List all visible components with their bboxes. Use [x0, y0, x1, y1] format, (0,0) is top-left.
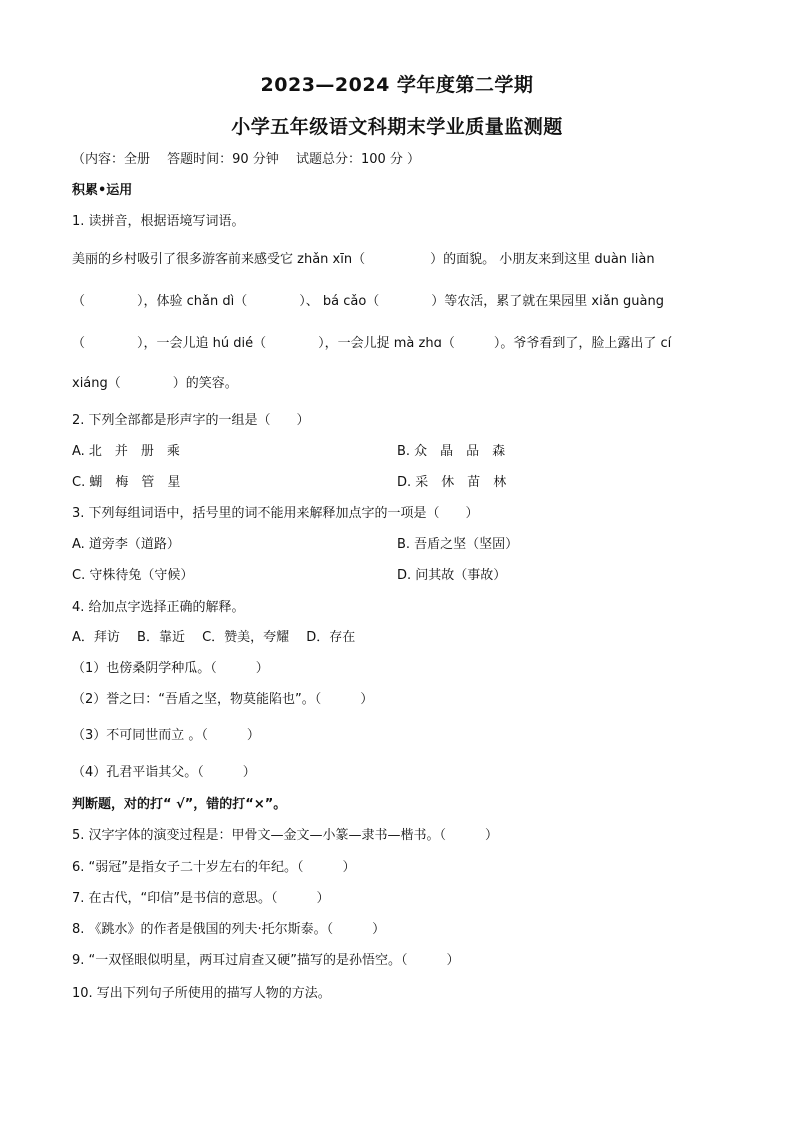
- q4-sub-1: （1）也傍桑阴学种瓜。（ ）: [72, 661, 269, 676]
- judge-q9: 9. “一双怪眼似明星，两耳过肩查又硬”描写的是孙悟空。（ ）: [72, 953, 460, 968]
- q3-option-b: B. 吾盾之坚（坚固）: [397, 537, 519, 552]
- q1-line-4: xiáng（ ）的笑容。: [72, 376, 238, 391]
- q1-stem: 1. 读拼音，根据语境写词语。: [72, 214, 245, 229]
- q2-stem: 2. 下列全部都是形声字的一组是（ ）: [72, 413, 310, 428]
- judge-q8: 8. 《跳水》的作者是俄国的列夫·托尔斯泰。（ ）: [72, 922, 386, 937]
- exam-title-subject: 小学五年级语文科期末学业质量监测题: [231, 116, 563, 138]
- q1-line-1: 美丽的乡村吸引了很多游客前来感受它 zhǎn xīn（ ）的面貌。 小朋友来到这里 duàn liàn: [72, 252, 655, 267]
- exam-title-term: 2023—2024 学年度第二学期: [260, 74, 534, 96]
- q4-sub-3: （3）不可同世而立 。（ ）: [72, 728, 260, 743]
- exam-meta: （内容：全册 答题时间：90 分钟 试题总分：100 分 ）: [72, 152, 421, 167]
- q2-option-a: A. 北 并 册 乘: [72, 444, 180, 459]
- q2-option-b: B. 众 晶 品 森: [397, 444, 506, 459]
- section-heading-judgement: 判断题，对的打“ √”，错的打“×”。: [72, 797, 287, 812]
- q4-sub-4: （4）孔君平诣其父。（ ）: [72, 765, 256, 780]
- q1-line-2: （ ），体验 chǎn dì（ ）、 bá cǎo（ ）等农活，累了就在果园里 xiǎn guàng: [72, 294, 664, 309]
- judge-q7: 7. 在古代，“印信”是书信的意思。（ ）: [72, 891, 330, 906]
- q1-line-3: （ ），一会儿追 hú dié（ ），一会儿捉 mà zhɑ（ ）。爷爷看到了，脸上露出了 cí: [72, 336, 672, 351]
- q4-options: A．拜访 B．靠近 C．赞美，夸耀 D．存在: [72, 630, 356, 645]
- q3-stem: 3. 下列每组词语中，括号里的词不能用来解释加点字的一项是（ ）: [72, 506, 479, 521]
- q4-sub-2: （2）誉之曰：“吾盾之坚，物莫能陷也”。（ ）: [72, 692, 374, 707]
- q3-option-c: C. 守株待兔（守候）: [72, 568, 194, 583]
- q10-stem: 10. 写出下列句子所使用的描写人物的方法。: [72, 986, 331, 1001]
- section-heading-accumulation: 积累•运用: [72, 183, 133, 198]
- q2-option-d: D. 采 休 苗 林: [397, 475, 507, 490]
- q3-option-a: A. 道旁李（道路）: [72, 537, 180, 552]
- q2-option-c: C. 蝴 梅 管 星: [72, 475, 181, 490]
- judge-q5: 5. 汉字字体的演变过程是：甲骨文—金文—小篆—隶书—楷书。（ ）: [72, 828, 499, 843]
- q3-option-d: D. 问其故（事故）: [397, 568, 507, 583]
- judge-q6: 6. “弱冠”是指女子二十岁左右的年纪。（ ）: [72, 860, 356, 875]
- q4-stem: 4. 给加点字选择正确的解释。: [72, 600, 245, 615]
